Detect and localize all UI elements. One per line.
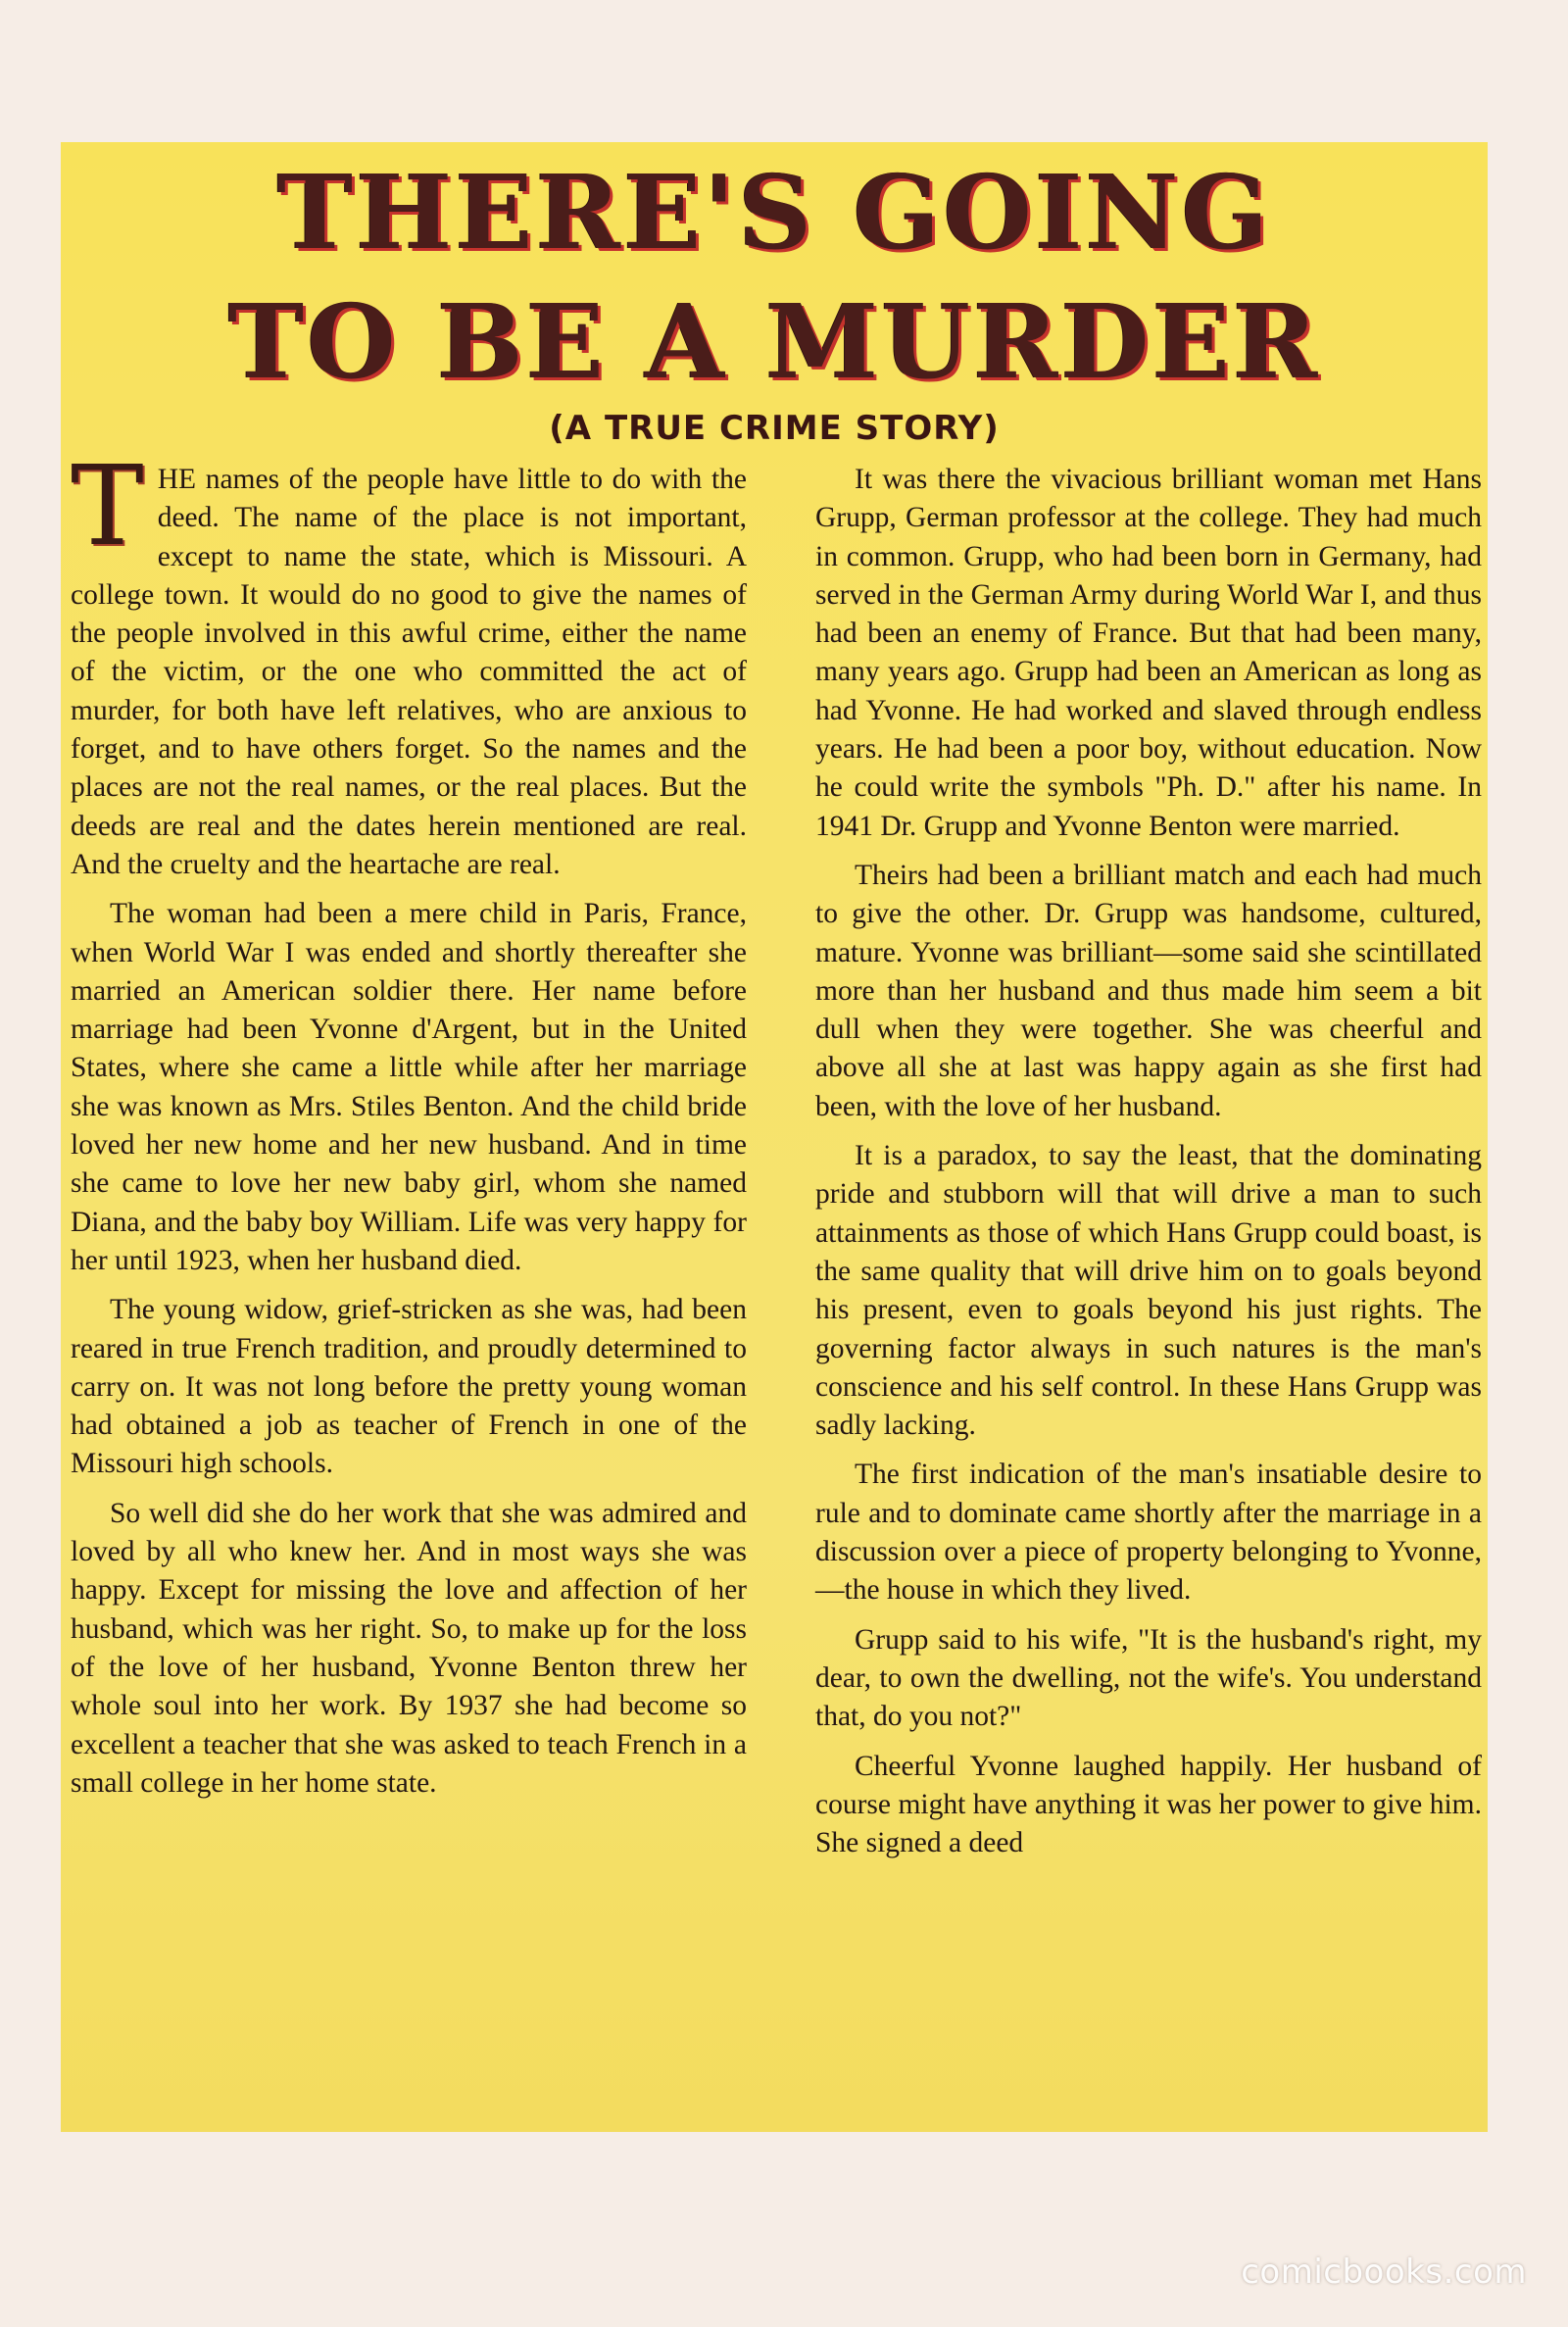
- drop-cap: T: [71, 443, 144, 570]
- article-panel: [61, 142, 1488, 2132]
- paragraph: It is a paradox, to say the least, that the dominating pride and stubborn will that will drive a man to such attainments as those of which Hans Grupp could boast, is the same quality that will drive him on to goals beyond his present, even to goals beyond his just rights. The governing factor always in such natures is the man's conscience and his self control. In these Hans Grupp was sadly lacking.: [815, 1140, 1482, 1442]
- right-column: [815, 461, 1482, 1873]
- article-subtitle: (A TRUE CRIME STORY): [549, 409, 1000, 448]
- left-column: [71, 443, 747, 1813]
- paragraph: It was there the vivacious brilliant woman met Hans Grupp, German professor at the college. They had much in common. Grupp, who had been born in Germany, had served in the German Army during World War I, and thus had been an enemy of France. But that had been many, many years ago. Grupp had been an American as long as had Yvonne. He had worked and slaved through endless years. He had been a poor boy, without education. Now he could write the symbols "Ph. D." after his name. In 1941 Dr. Grupp and Yvonne Benton were married.: [815, 464, 1482, 842]
- paragraph: The young widow, grief-stricken as she was, had been reared in true French tradition, and proudly determined to carry on. It was not long before the pretty young woman had obtained a job as teacher of French in one of the Missouri high schools.: [71, 1294, 747, 1480]
- paragraph: The woman had been a mere child in Paris, France, when World War I was ended and shortly thereafter she married an American soldier there. Her name before marriage had been Yvonne d'Argent, but in the United States, where she came a little while after her marriage she was known as Mrs. Stiles Benton. And the child bride loved her new home and her new husband. And in time she came to love her new baby girl, whom she named Diana, and the baby boy William. Life was very happy for her until 1923, when her husband died.: [71, 898, 747, 1276]
- paragraph: So well did she do her work that she was admired and loved by all who knew her. And in most ways she was happy. Except for missing the love and affection of her husband, which was her right. So, to make up for the loss of the love of her husband, Yvonne Benton threw her whole soul into her work. By 1937 she had become so excellent a teacher that she was asked to teach French in a small college in her home state.: [71, 1497, 747, 1799]
- paragraph: [71, 443, 747, 884]
- article-title-line-1: THERE'S GOING: [276, 152, 1272, 272]
- paragraph: Theirs had been a brilliant match and each had much to give the other. Dr. Grupp was handsome, cultured, mature. Yvonne was brilliant—some said she scintillated more than her husband and thus made him seem a bit dull when they were together. She was cheerful and above all she at last was happy again as she first had been, with the love of her husband.: [815, 859, 1482, 1122]
- article-title-line-2: TO BE A MURDER: [227, 281, 1321, 402]
- paragraph: Cheerful Yvonne laughed happily. Her husband of course might have anything it was her power to give him. She signed a deed: [815, 1750, 1482, 1859]
- paragraph: The first indication of the man's insatiable desire to rule and to dominate came shortly after the marriage in a discussion over a piece of property belonging to Yvonne,—the house in which they lived.: [815, 1459, 1482, 1607]
- site-watermark: comicbooks.com: [1241, 2253, 1527, 2292]
- paragraph: Grupp said to his wife, "It is the husband's right, my dear, to own the dwelling, not the wife's. You understand that, do you not?": [815, 1623, 1482, 1733]
- paragraph-text: HE names of the people have little to do with the deed. The name of the place is not important, except to name the state, which is Missouri. A college town. It would do no good to give the names of the people involved in this awful crime, either the name of the victim, or the one who committed the act of murder, for both have left relatives, who are anxious to forget, and to have others forget. So the names and the places are not the real names, or the real places. But the deeds are real and the dates herein mentioned are real. And the cruelty and the heartache are real.: [71, 464, 747, 880]
